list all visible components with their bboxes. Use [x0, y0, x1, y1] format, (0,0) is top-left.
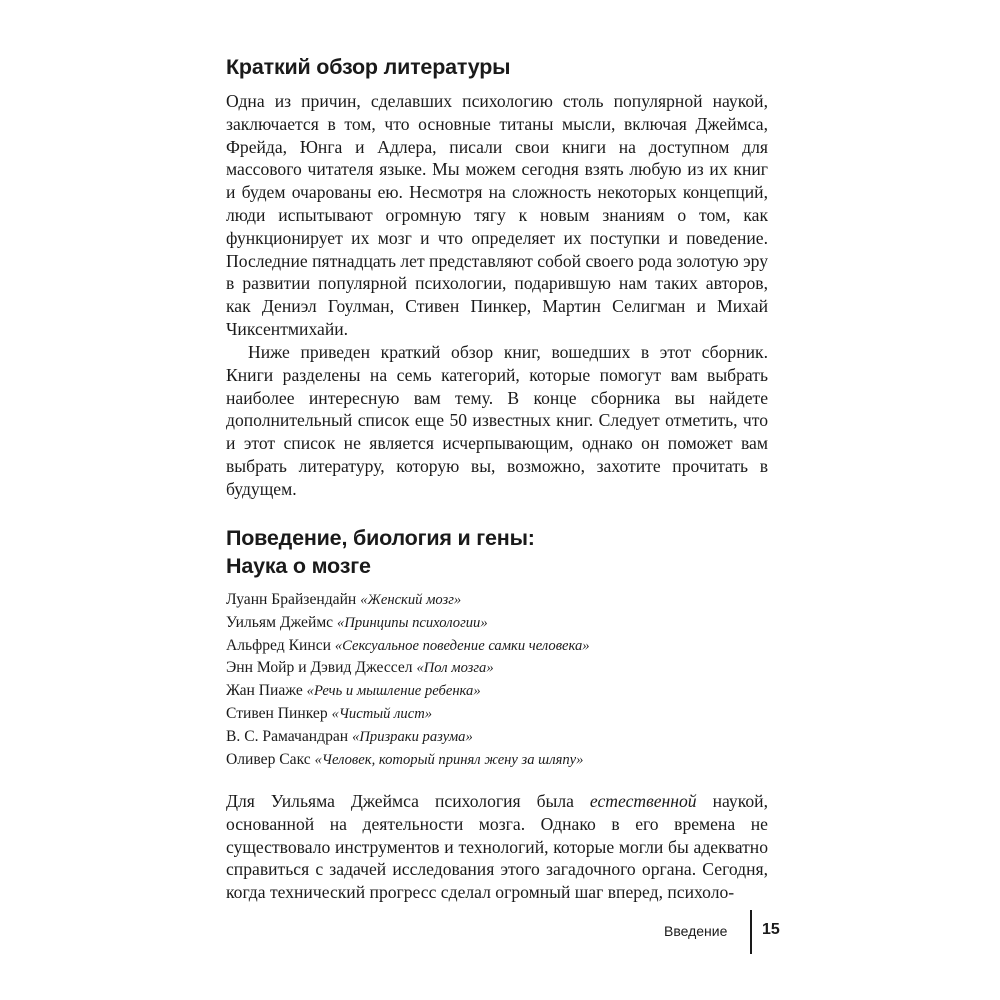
book-author: Стивен Пинкер	[226, 704, 328, 722]
emphasis-natural: естественной	[589, 791, 697, 811]
book-list-item	[226, 589, 590, 612]
book-list-item	[226, 612, 590, 635]
book-title: «Человек, который принял жену за шляпу»	[314, 751, 584, 768]
paragraph-overview: Ниже приведен краткий обзор книг, вошедших в этот сборник. Книги разделены на семь категорий, которые помогут вам выбрать наиболее интересную вам тему. В конце сборника вы найдете дополнительный список еще 50 известных книг. Следует отметить, что и этот список не является исчерпывающим, однако он поможет вам выбрать литературу, которую вы, возможно, захотите прочитать в будущем.	[226, 342, 768, 499]
book-author: Оливер Сакс	[226, 750, 311, 768]
book-list-item	[226, 726, 590, 749]
book-list	[226, 589, 590, 771]
book-author: Луанн Брайзендайн	[226, 591, 357, 608]
book-author: Энн Мойр и Дэвид Джессел	[226, 659, 413, 677]
book-list-item	[226, 703, 590, 726]
book-author: Жан Пиаже	[226, 682, 303, 700]
book-list-item	[226, 749, 590, 772]
paragraph-james-rest: наукой, основанной на деятельности мозга. Однако в его времена не существовало инструментов и технологий, которые могли бы адекватно справиться с задачей исследования этого загадочного органа. Сегодня, когда технический прогресс сделал огромный шаг вперед, психоло-	[226, 791, 768, 903]
paragraph-james	[226, 790, 768, 904]
heading-line-2: Наука о мозге	[226, 554, 371, 578]
book-author: Альфред Кинси	[226, 636, 331, 654]
book-title: «Чистый лист»	[331, 705, 433, 722]
book-author: В. С. Рамачандран	[226, 727, 349, 745]
running-footer-section: Введение	[664, 923, 728, 939]
book-list-item	[226, 657, 590, 680]
book-title: «Сексуальное поведение самки человека»	[334, 637, 590, 654]
book-author: Уильям Джеймс	[226, 613, 334, 631]
book-title: «Речь и мышление ребенка»	[306, 683, 481, 700]
section-heading-brain-science	[226, 524, 535, 580]
paragraph-james-start: Для Уильяма Джеймса психология была	[226, 791, 590, 811]
book-page	[226, 0, 776, 1000]
book-list-item	[226, 635, 590, 658]
section-heading-literature-review: Краткий обзор литературы	[226, 55, 511, 79]
book-title: «Пол мозга»	[416, 660, 494, 677]
heading-line-1: Поведение, биология и гены:	[226, 526, 535, 550]
book-title: «Призраки разума»	[352, 728, 473, 745]
footer-divider	[750, 910, 752, 954]
book-title: «Принципы психологии»	[337, 614, 488, 631]
book-title: «Женский мозг»	[360, 592, 462, 608]
page-number: 15	[762, 921, 780, 938]
book-list-item	[226, 680, 590, 703]
paragraph-intro: Одна из причин, сделавших психологию столь популярной наукой, заключается в том, что основные титаны мысли, включая Джеймса, Фрейда, Юнга и Адлера, писали свои книги на доступном для массового читателя языке. Мы можем сегодня взять любую из их книг и будем очарованы ею. Несмотря на сложность некоторых концепций, люди испытывают огромную тягу к новым знаниям о том, как функционирует их мозг и что определяет их поступки и поведение. Последние пятнадцать лет представляют собой своего рода золотую эру в развитии популярной психологии, подарившую нам таких авторов, как Дениэл Гоулман, Стивен Пинкер, Мартин Селигман и Михай Чиксентмихайи.	[226, 91, 768, 339]
